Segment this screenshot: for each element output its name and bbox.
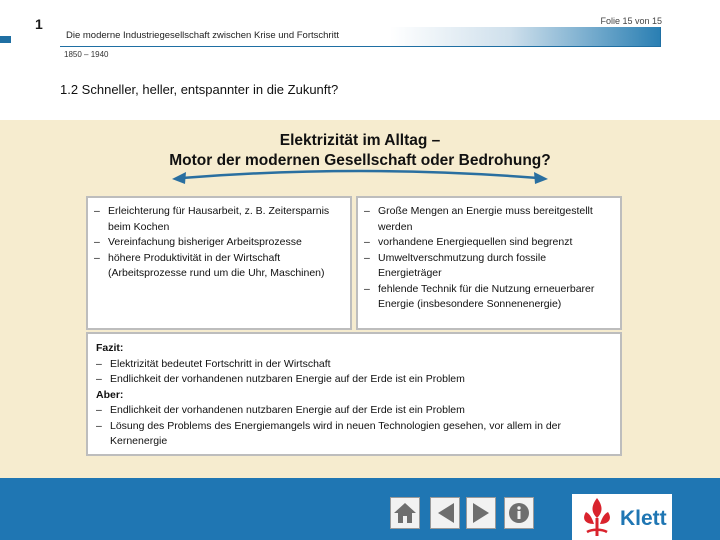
klett-logo-icon [578,496,616,538]
previous-slide-button[interactable] [466,497,496,529]
main-question-line-2: Motor der modernen Gesellschaft oder Bedrohung? [169,152,551,169]
home-icon [393,501,417,525]
info-icon [507,501,531,525]
info-button[interactable] [504,497,534,529]
list-item: – Lösung des Problems des Energiemangels wird in neuen Technologien gesehen, vor allem in der Kernenergie [96,419,612,450]
list-item: – vorhandene Energiequellen sind begrenzt [364,235,612,251]
list-item: – Umweltverschmutzung durch fossile Energieträger [364,251,612,282]
aber-list [96,403,612,450]
klett-logo [572,494,672,540]
chapter-number: 1 [35,16,43,32]
list-item: – Erleichterung für Hausarbeit, z. B. Zeitersparnis beim Kochen [94,204,342,235]
main-question-line-1: Elektrizität im Alltag – [279,132,441,149]
header-title: Die moderne Industriegesellschaft zwischen Krise und Fortschritt [66,30,339,41]
list-item: – höhere Produktivität in der Wirtschaft (Arbeitsprozesse rund um die Uhr, Maschinen) [94,251,342,282]
pros-box [86,196,352,330]
list-item: – fehlende Technik für die Nutzung erneuerbarer Energie (insbesondere Sonnenenergie) [364,282,612,313]
list-item: – Endlichkeit der vorhandenen nutzbaren Energie auf der Erde ist ein Problem [96,372,612,388]
cons-box [356,196,622,330]
list-item: – Vereinfachung bisheriger Arbeitsprozesse [94,235,342,251]
logo-text: Klett [620,507,667,530]
home-button[interactable] [390,497,420,529]
fazit-heading: Fazit: [96,342,124,354]
list-item: – Elektrizität bedeutet Fortschritt in der Wirtschaft [96,357,612,373]
list-item: – Endlichkeit der vorhandenen nutzbaren Energie auf der Erde ist ein Problem [96,403,612,419]
cons-list [364,204,612,313]
section-title: 1.2 Schneller, heller, entspannter in die Zukunft? [60,82,339,97]
accent-marker [0,36,11,43]
slide-counter: Folie 15 von 15 [600,16,662,26]
double-arrow-icon [170,166,550,188]
fazit-list [96,357,612,388]
fazit-box [86,332,622,456]
first-slide-button[interactable] [430,497,460,529]
pros-list [94,204,342,282]
first-slide-icon [434,501,456,525]
period-label: 1850 – 1940 [64,50,109,59]
aber-heading: Aber: [96,388,124,401]
list-item: – Große Mengen an Energie muss bereitgestellt werden [364,204,612,235]
main-question [0,131,720,171]
previous-slide-icon [470,501,492,525]
